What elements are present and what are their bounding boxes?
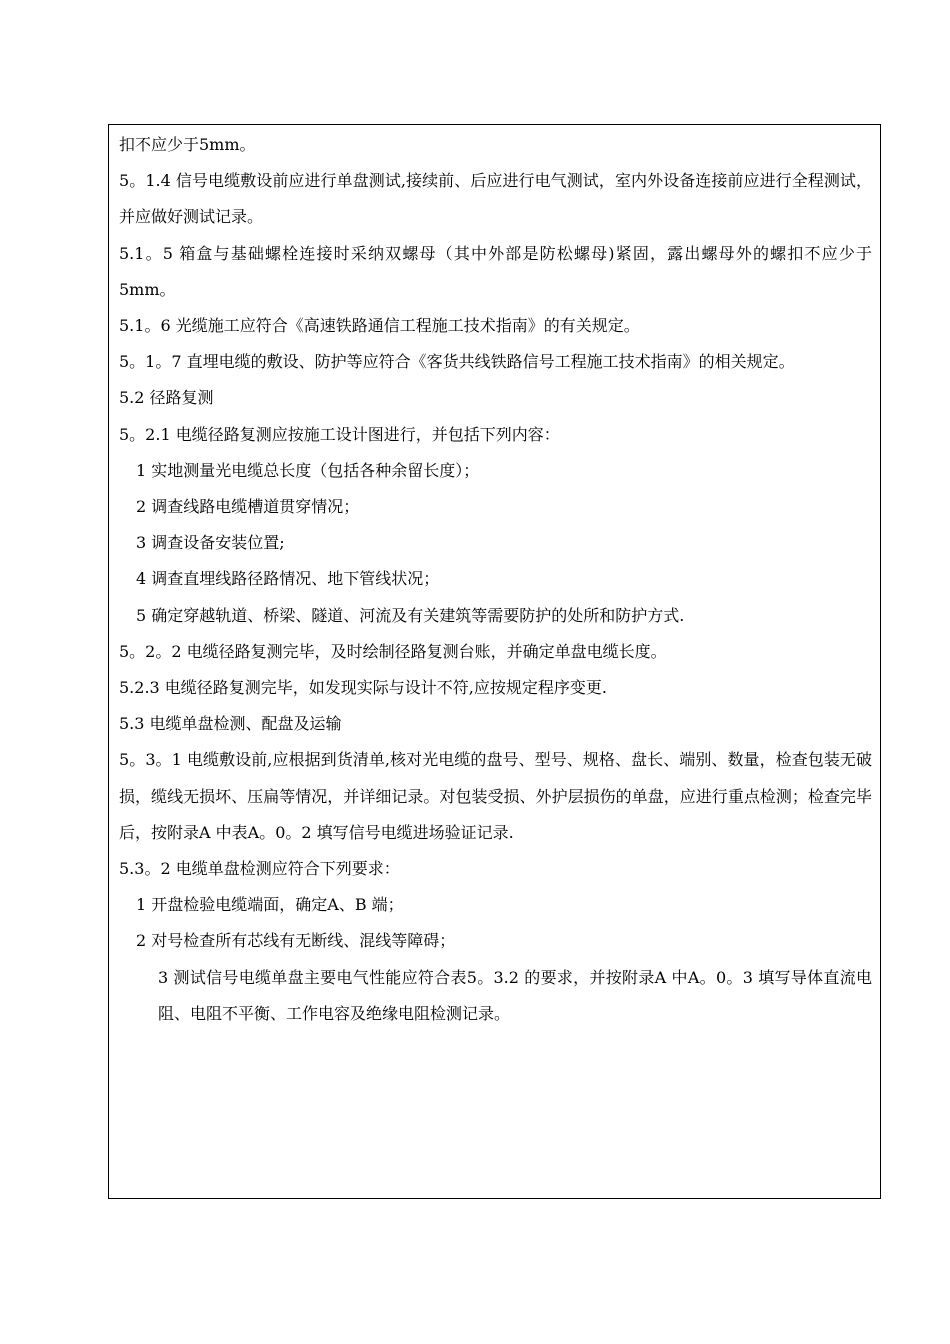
paragraph: 5。3。1 电缆敷设前,应根据到货清单,核对光电缆的盘号、型号、规格、盘长、端别、数量，检查包装无破损，缆线无损坏、压扁等情况，并详细记录。对包装受损、外护层损伤的单盘，应进行重点检测；检查完毕后，按附录A 中表A。0。2 填写信号电缆进场验证记录. [119, 750, 872, 842]
paragraph: 5。1.4 信号电缆敷设前应进行单盘测试,接续前、后应进行电气测试，室内外设备连接前应进行全程测试，并应做好测试记录。 [119, 171, 872, 227]
list-item: 1 实地测量光电缆总长度（包括各种余留长度）； [136, 460, 480, 480]
document-body [119, 127, 872, 1032]
paragraph: 扣不应少于5mm。 [119, 135, 256, 154]
list-item: 2 对号检查所有芯线有无断线、混线等障碍； [136, 931, 456, 951]
paragraph: 5.1。5 箱盒与基础螺栓连接时采纳双螺母（其中外部是防松螺母)紧固，露出螺母外的螺扣不应少于5mm。 [119, 243, 872, 299]
list-item: 2 调查线路电缆槽道贯穿情况； [136, 497, 360, 517]
paragraph: 5。2。2 电缆径路复测完毕，及时绘制径路复测台账，并确定单盘电缆长度。 [119, 641, 667, 661]
section-heading: 5.3 电缆单盘检测、配盘及运输 [119, 714, 342, 734]
list-item: 4 调查直埋线路径路情况、地下管线状况； [136, 569, 440, 589]
paragraph: 5.3。2 电缆单盘检测应符合下列要求： [119, 859, 400, 879]
paragraph: 5。2.1 电缆径路复测应按施工设计图进行，并包括下列内容： [119, 424, 560, 444]
list-item: 5 确定穿越轨道、桥梁、隧道、河流及有关建筑等需要防护的处所和防护方式. [136, 605, 685, 625]
paragraph: 5.2.3 电缆径路复测完毕，如发现实际与设计不符,应按规定程序变更. [119, 678, 607, 698]
list-item: 1 开盘检验电缆端面，确定A、B 端； [136, 895, 404, 915]
section-heading: 5.2 径路复测 [119, 388, 214, 408]
document-frame [108, 124, 881, 1199]
list-item: 3 测试信号电缆单盘主要电气性能应符合表5。3.2 的要求，并按附录A 中A。0。3 填写导体直流电阻、电阻不平衡、工作电容及绝缘电阻检测记录。 [158, 967, 872, 1023]
list-item: 3 调查设备安装位置; [136, 533, 285, 553]
paragraph: 5.1。6 光缆施工应符合《高速铁路通信工程施工技术指南》的有关规定。 [119, 316, 640, 336]
paragraph: 5。1。7 直埋电缆的敷设、防护等应符合《客货共线铁路信号工程施工技术指南》的相关规定。 [119, 352, 795, 372]
